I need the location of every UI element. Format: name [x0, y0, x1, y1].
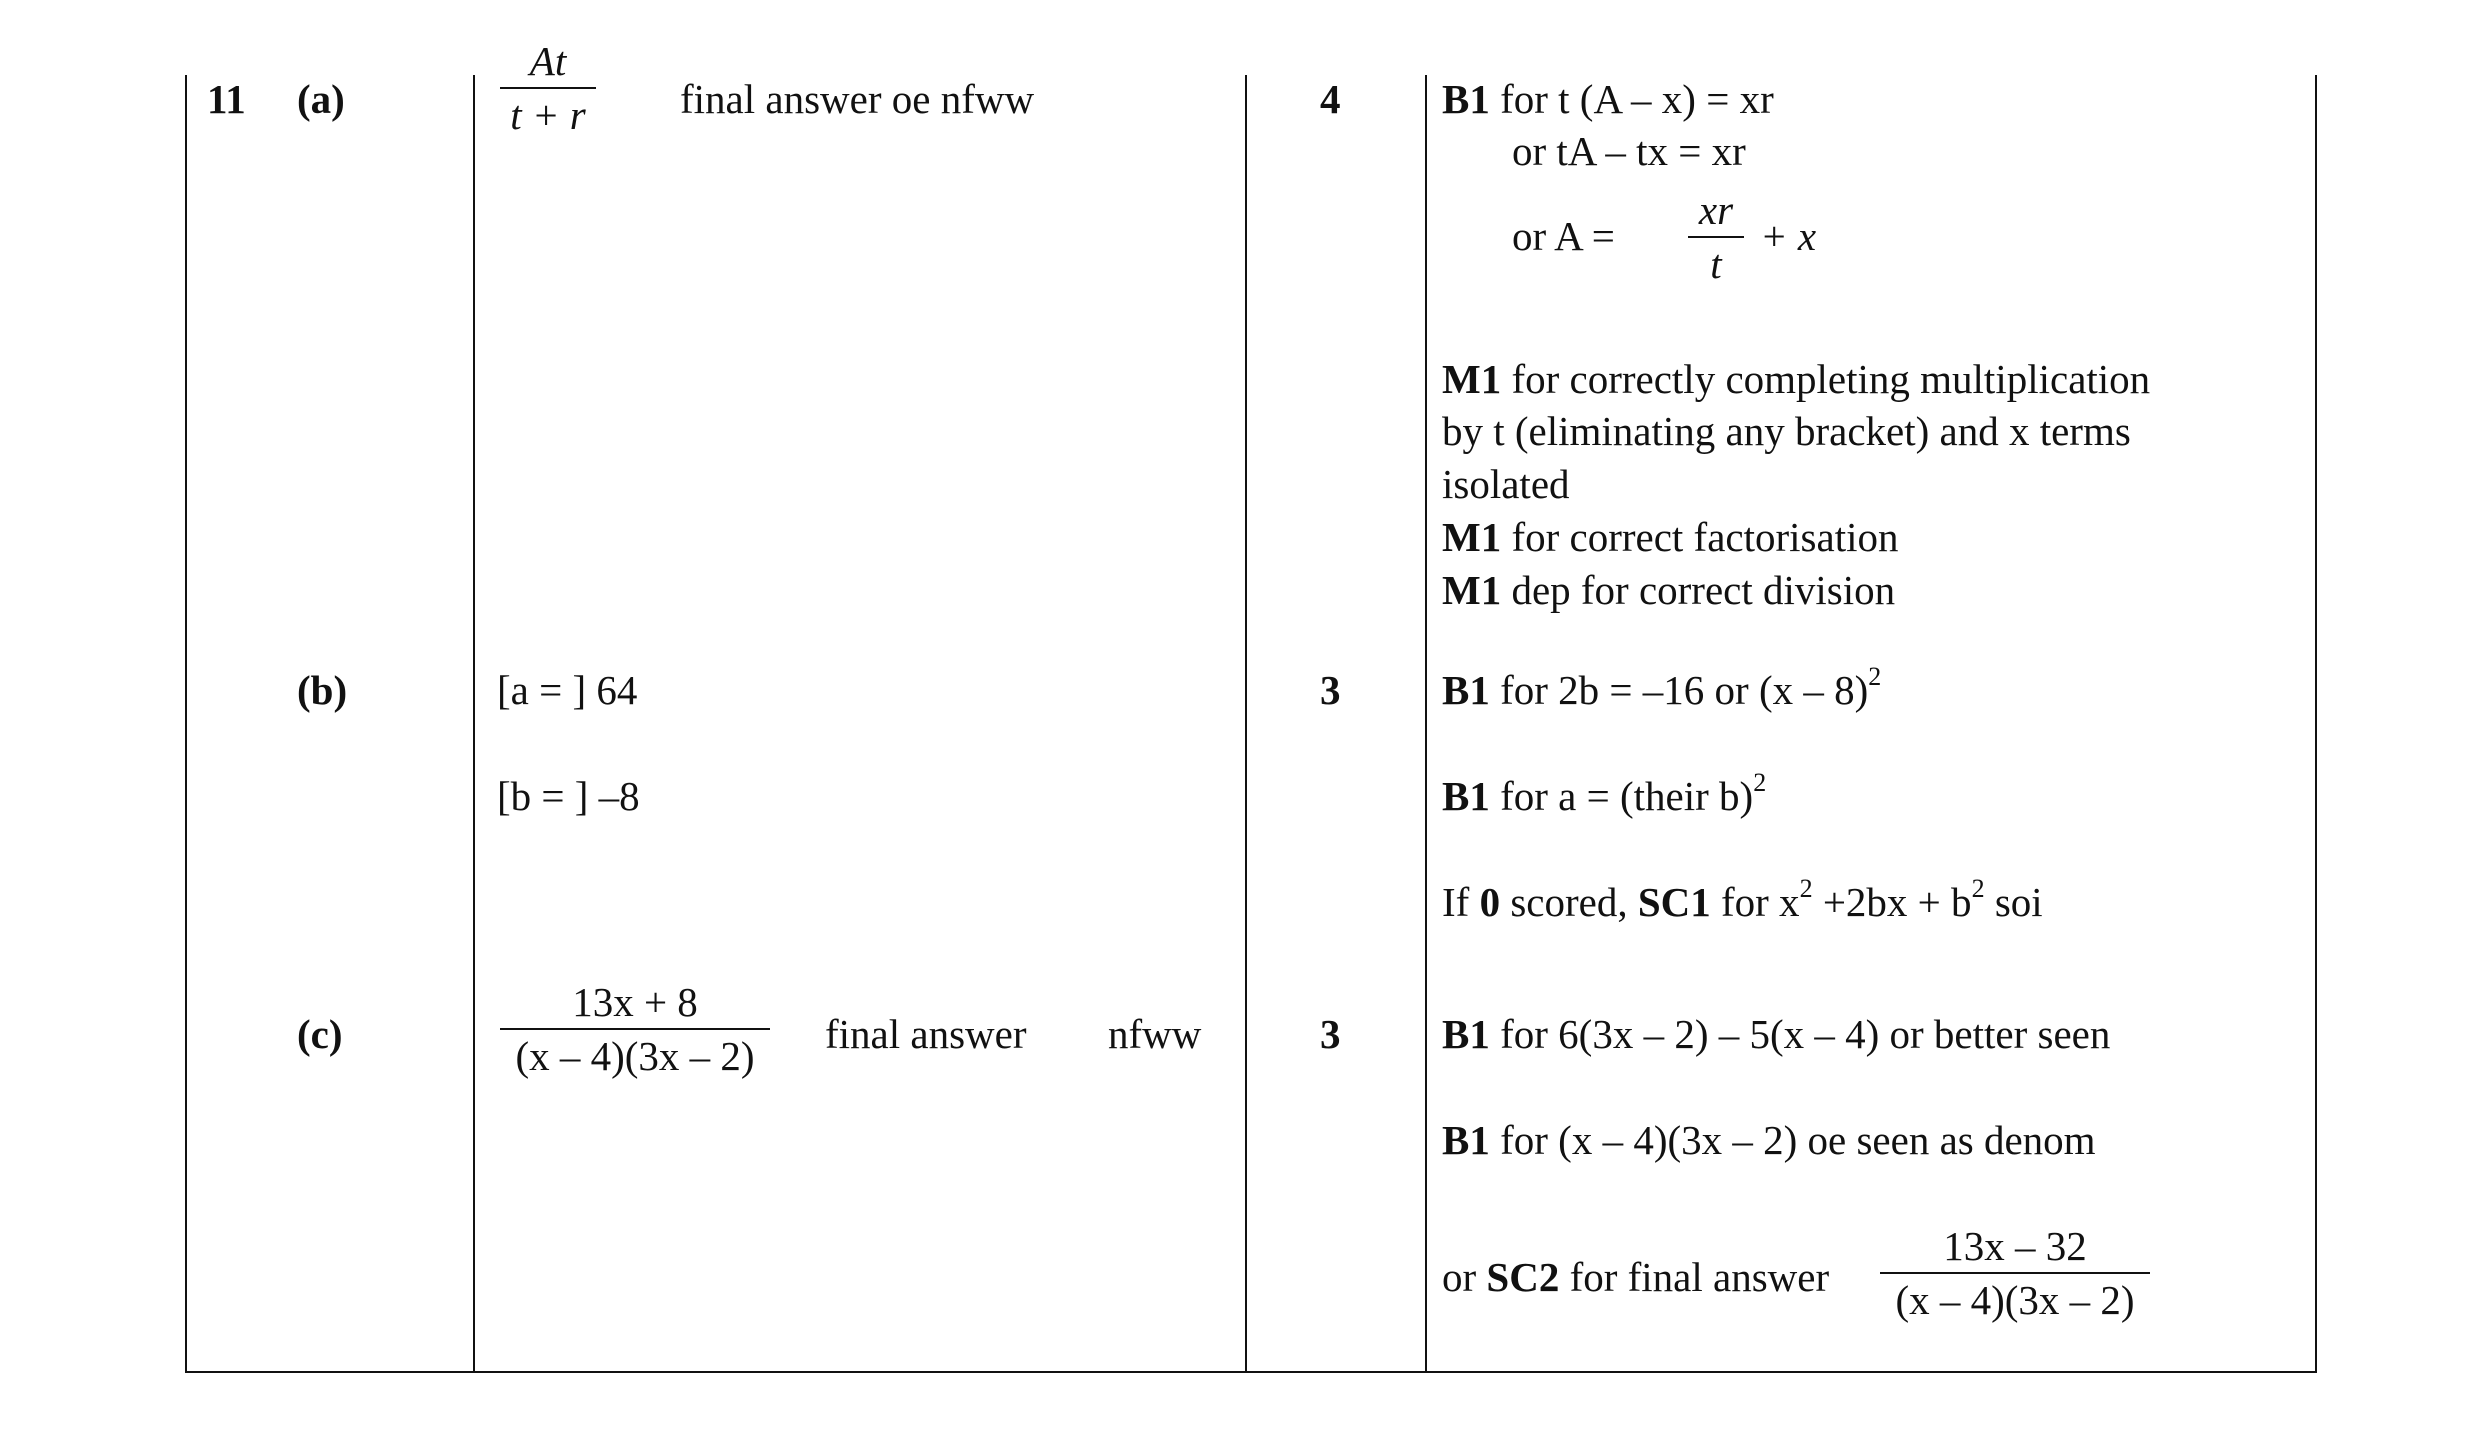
- fraction-numerator: xr: [1698, 187, 1734, 233]
- guidance-text: for 6(3x – 2) – 5(x – 4) or better seen: [1489, 1011, 2111, 1057]
- guidance-text: dep for correct division: [1501, 567, 1896, 613]
- fraction-numerator: 13x + 8: [572, 979, 698, 1025]
- guidance-text: for correctly completing multiplication: [1501, 356, 2151, 402]
- part-c-sc2-fraction: [1880, 1222, 2150, 1324]
- part-a-m1-b: [1442, 513, 1898, 561]
- guidance-text: +2bx + b: [1812, 879, 1972, 925]
- part-c-marks: 3: [1320, 1011, 1341, 1057]
- part-a-m1-a-line2: by t (eliminating any bracket) and x terms: [1442, 408, 2131, 454]
- part-a-b1-line3-suffix: + x: [1760, 213, 1817, 259]
- part-a-b1-line3-fraction: [1688, 186, 1744, 288]
- guidance-text: for a = (their b): [1489, 773, 1754, 819]
- part-c-answer-note-2: nfww: [1108, 1011, 1202, 1057]
- mark-code: M1: [1442, 567, 1502, 613]
- question-number-label: 11: [207, 76, 246, 122]
- fraction-bar: [500, 1028, 770, 1030]
- part-a-b1-line1: [1442, 75, 1774, 123]
- part-c-sc2: [1442, 1253, 1829, 1301]
- part-b-sc1: [1442, 874, 2043, 926]
- guidance-text: If: [1442, 879, 1480, 925]
- superscript: 2: [1971, 874, 1985, 904]
- part-b-marks: 3: [1320, 667, 1341, 713]
- part-a-b1-line2: or tA – tx = xr: [1512, 128, 1746, 174]
- table-column-divider-marks: [1245, 75, 1247, 1373]
- guidance-text: soi: [1984, 879, 2043, 925]
- guidance-text: for 2b = –16 or (x – 8): [1489, 667, 1869, 713]
- fraction-denominator: (x – 4)(3x – 2): [1895, 1277, 2135, 1323]
- part-b-label: (b): [297, 667, 348, 713]
- guidance-text: for x: [1710, 879, 1800, 925]
- part-b-b1-second: [1442, 768, 1767, 820]
- guidance-text: for correct factorisation: [1501, 514, 1899, 560]
- part-b-answer-a: [a = ] 64: [497, 667, 638, 713]
- part-a-label: (a): [297, 76, 345, 122]
- table-left-border: [185, 75, 187, 1373]
- guidance-text: for final answer: [1559, 1254, 1830, 1300]
- part-b-b1-first: [1442, 662, 1882, 714]
- part-c-answer-note-1: final answer: [825, 1011, 1027, 1057]
- zero-score: 0: [1479, 879, 1501, 925]
- part-a-answer-note: final answer oe nfww: [680, 76, 1035, 122]
- superscript: 2: [1868, 662, 1882, 692]
- mark-code: B1: [1442, 1117, 1490, 1163]
- part-a-marks: 4: [1320, 76, 1341, 122]
- fraction-bar: [500, 87, 596, 89]
- part-c-answer-fraction: [500, 978, 770, 1080]
- mark-code: B1: [1442, 76, 1490, 122]
- mark-code: SC1: [1637, 879, 1711, 925]
- part-a-m1-c: [1442, 566, 1895, 614]
- table-bottom-border: [185, 1371, 2317, 1373]
- mark-code: B1: [1442, 667, 1490, 713]
- fraction-denominator: t: [1710, 241, 1722, 287]
- mark-code: M1: [1442, 514, 1502, 560]
- superscript: 2: [1799, 874, 1813, 904]
- part-b-answer-b: [b = ] –8: [497, 773, 640, 819]
- mark-code: M1: [1442, 356, 1502, 402]
- table-right-border: [2315, 75, 2317, 1373]
- part-a-answer-fraction: [500, 38, 600, 165]
- superscript: 2: [1753, 768, 1767, 798]
- part-a-b1-line3-prefix: or A =: [1512, 213, 1615, 259]
- fraction-bar: [1688, 236, 1744, 238]
- part-a-answer-denominator: t + r: [510, 92, 586, 138]
- guidance-text: for (x – 4)(3x – 2) oe seen as denom: [1489, 1117, 2096, 1163]
- mark-code: B1: [1442, 773, 1490, 819]
- guidance-text: for t (A – x) = xr: [1500, 76, 1774, 122]
- part-a-m1-a-line3: isolated: [1442, 461, 1570, 507]
- fraction-numerator: 13x – 32: [1943, 1223, 2087, 1269]
- fraction-denominator: (x – 4)(3x – 2): [515, 1033, 755, 1079]
- guidance-text: or: [1442, 1254, 1487, 1300]
- mark-code: SC2: [1486, 1254, 1560, 1300]
- part-c-label: (c): [297, 1011, 343, 1057]
- fraction-bar: [1880, 1272, 2150, 1274]
- table-column-divider-answer: [473, 75, 475, 1373]
- mark-code: B1: [1442, 1011, 1490, 1057]
- part-a-answer-numerator: At: [529, 38, 567, 84]
- table-column-divider-guidance: [1425, 75, 1427, 1373]
- part-a-m1-a-line1: [1442, 355, 2150, 403]
- part-c-b1-second: [1442, 1116, 2096, 1164]
- guidance-text: scored,: [1500, 879, 1638, 925]
- part-c-b1-first: [1442, 1010, 2110, 1058]
